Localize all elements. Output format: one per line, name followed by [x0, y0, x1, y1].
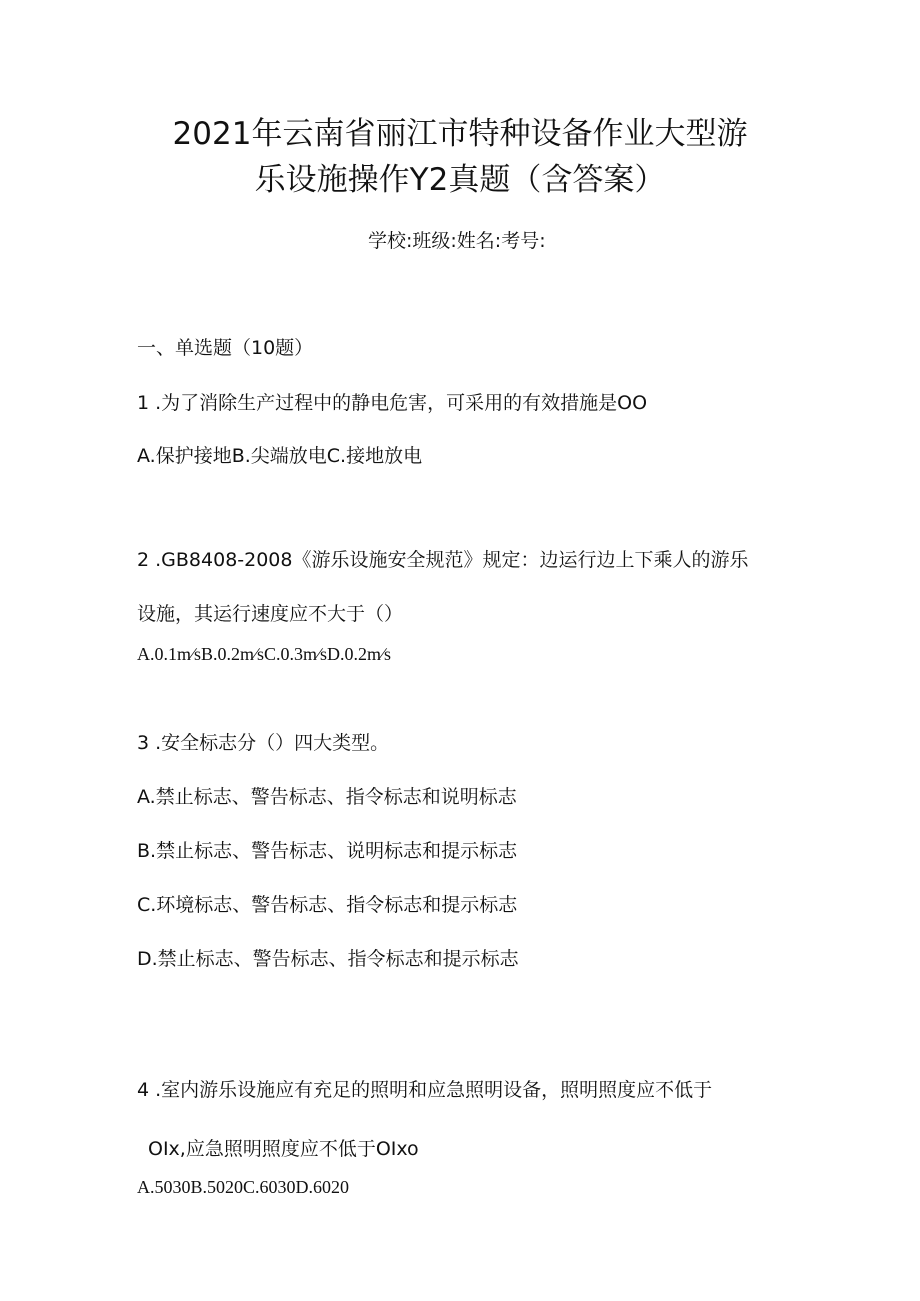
question-3-option-c: C.环境标志、警告标志、指令标志和提示标志 [137, 894, 518, 916]
question-2-text-line-1: 2 .GB8408-2008《游乐设施安全规范》规定：边运行边上下乘人的游乐 [137, 549, 749, 571]
question-2-text-line-2: 设施，其运行速度应不大于（） [137, 603, 404, 625]
question-1-text: 1 .为了消除生产过程中的静电危害，可采用的有效措施是OO [137, 392, 648, 414]
section-heading: 一、单选题（10题） [137, 337, 314, 359]
title-line-1: 2021年云南省丽江市特种设备作业大型游 [172, 116, 748, 152]
question-4-text-line-1: 4 .室内游乐设施应有充足的照明和应急照明设备，照明照度应不低于 [137, 1079, 713, 1101]
question-3-option-d: D.禁止标志、警告标志、指令标志和提示标志 [137, 948, 519, 970]
question-3-text: 3 .安全标志分（）四大类型。 [137, 732, 390, 754]
question-1-options: A.保护接地B.尖端放电C.接地放电 [137, 445, 423, 467]
title-line-2: 乐设施操作Y2真题（含答案） [254, 162, 666, 198]
question-3-option-b: B.禁止标志、警告标志、说明标志和提示标志 [137, 840, 518, 862]
question-2-options: A.0.1m∕sB.0.2m∕sC.0.3m∕sD.0.2m∕s [137, 644, 392, 664]
question-3-option-a: A.禁止标志、警告标志、指令标志和说明标志 [137, 786, 517, 808]
question-4-text-line-2: OIx,应急照明照度应不低于OIxo [148, 1138, 419, 1160]
student-info-line: 学校:班级:姓名:考号: [368, 230, 546, 252]
question-4-options: A.5030B.5020C.6030D.6020 [137, 1177, 350, 1197]
